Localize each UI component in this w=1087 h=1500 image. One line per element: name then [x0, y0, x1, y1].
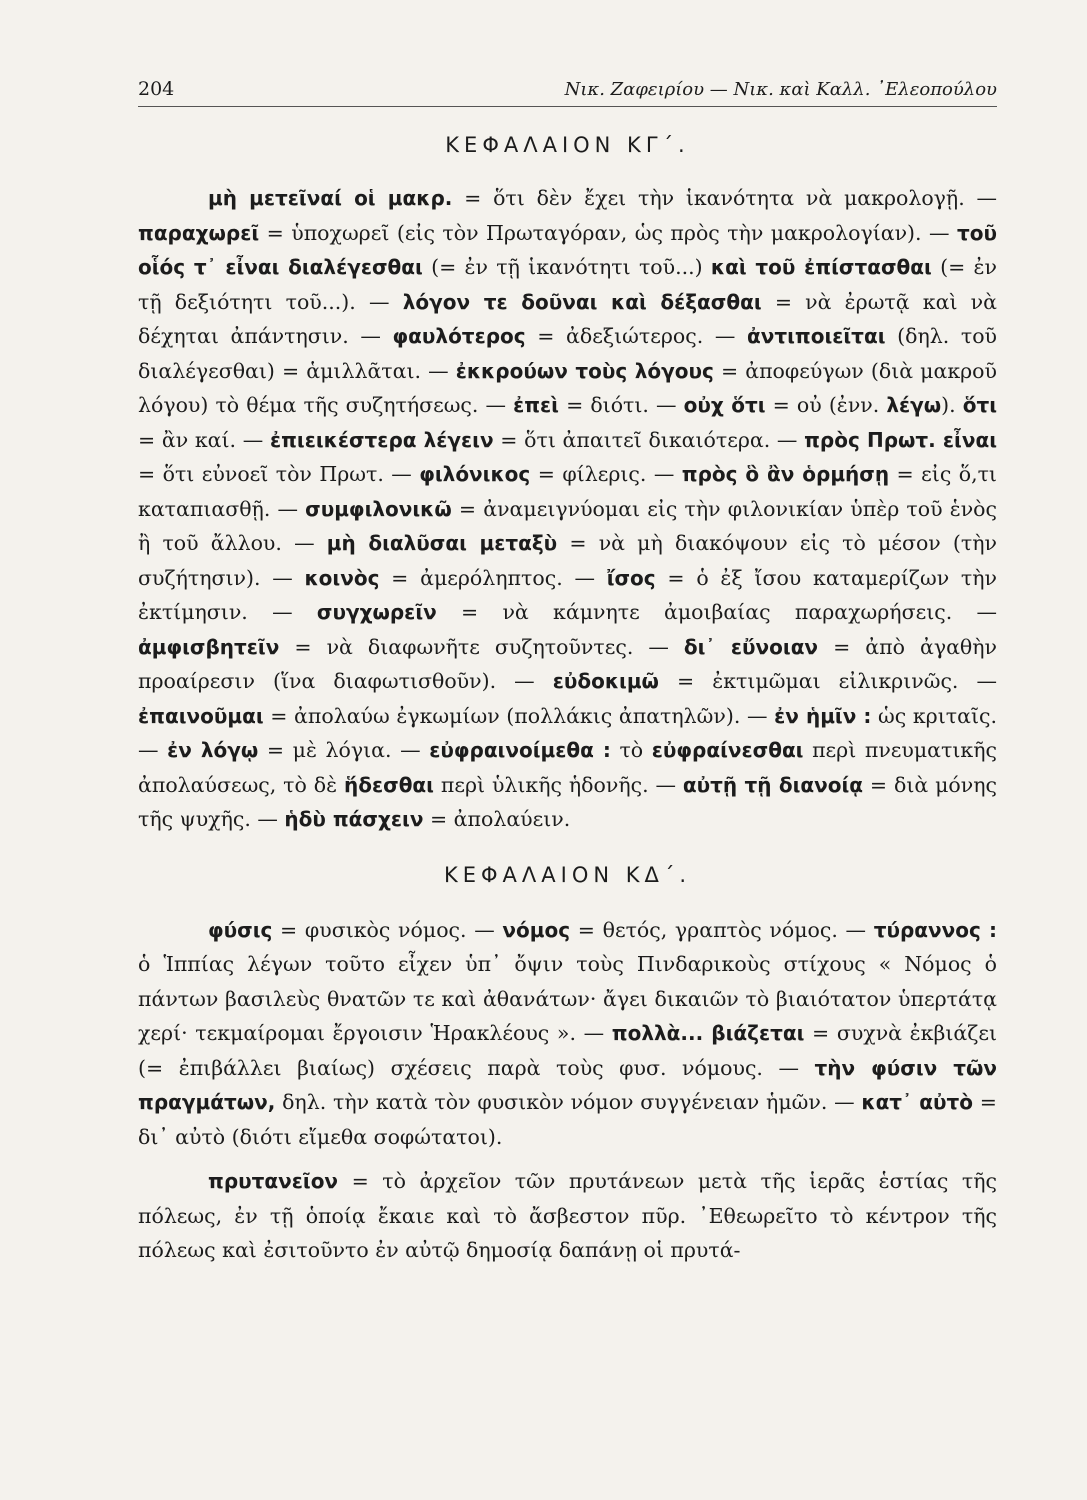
gloss-text: = ὅτι δὲν ἔχει τὴν ἱκανότητα νὰ μακρολογῇ. —	[452, 186, 997, 210]
chapter-heading-kd: ΚΕΦΑΛΑΙΟΝ ΚΔ΄.	[443, 862, 692, 887]
lemma-term: πρὸς Πρωτ. εἶναι	[804, 427, 997, 452]
chapter-body-kd	[138, 913, 997, 1268]
lemma-term: μὴ μετεῖναί οἱ μακρ.	[208, 186, 453, 210]
lemma-term: μὴ διαλῦσαι μεταξὺ	[326, 531, 558, 555]
lemma-term: τοῦ οἷός τ᾿ εἶναι διαλέγεσθαι	[138, 220, 997, 279]
lemma-term: τὴν φύσιν τῶν πραγμάτων,	[138, 1055, 998, 1114]
lemma-term: πολλὰ... βιάζεται	[611, 1021, 805, 1045]
gloss-text: = ἂν καί. —	[138, 427, 270, 452]
gloss-text: = ὅτι ἀπαιτεῖ δικαιότερα. —	[493, 427, 805, 452]
gloss-text: = διότι. —	[558, 393, 684, 417]
lemma-term: ἐπιεικέστερα λέγειν	[269, 427, 494, 452]
gloss-text: τὸ	[610, 738, 652, 762]
gloss-text: δηλ. τὴν κατὰ τὸν φυσικὸν νόμον συγγένειαν ἡμῶν. —	[275, 1090, 862, 1114]
gloss-text: = τὸ ἀρχεῖον τῶν πρυτάνεων μετὰ τῆς ἱερᾶς ἑστίας τῆς πόλεως, ἐν τῇ ὁποίᾳ ἔκαιε καὶ τὸ ἄσβεστον πῦρ. ᾿Εθεωρεῖτο τὸ κέντρον τῆς πόλεως καὶ ἐσιτοῦντο ἐν αὐτῷ δημοσίᾳ δαπάνῃ οἱ πρυτά-	[138, 1169, 997, 1262]
gloss-text: = ἀπὸ ἀγαθὴν προαίρεσιν (ἵνα διαφωτισθοῦν). —	[138, 634, 997, 693]
gloss-text: περὶ πνευματικῆς ἀπολαύσεως, τὸ δὲ	[138, 738, 997, 797]
gloss-text: = νὰ ἐρωτᾷ καὶ νὰ δέχηται ἀπάντησιν. —	[138, 289, 997, 348]
gloss-text: ).	[941, 393, 963, 417]
lemma-term: ἐπεὶ	[513, 393, 559, 417]
gloss-text: = φυσικὸς νόμος. —	[272, 917, 503, 942]
lemma-term: εὐδοκιμῶ	[552, 669, 659, 693]
lemma-term: λόγον τε δοῦναι καὶ δέξασθαι	[402, 289, 762, 314]
lemma-term: ἐκκρούων τοὺς λόγους	[455, 358, 714, 383]
lemma-term: καὶ τοῦ ἐπίστασθαι	[710, 255, 932, 279]
gloss-text: = θετός, γραπτὸς νόμος. —	[570, 917, 874, 942]
lemma-term: ἐν ἡμῖν :	[774, 703, 872, 728]
gloss-text: = διὰ μόνης τῆς ψυχῆς. —	[138, 772, 997, 831]
lemma-term: λέγω	[886, 393, 942, 417]
gloss-text: = ἐκτιμῶμαι εἰλικρινῶς. —	[658, 669, 997, 693]
gloss-text: = ὁ ἐξ ἴσου καταμερίζων τὴν ἐκτίμησιν. —	[138, 565, 997, 624]
gloss-text: ὡς κριταῖς. —	[138, 703, 997, 762]
gloss-text: = ἀποφεύγων (διὰ μακροῦ λόγου) τὸ θέμα τῆς συζητήσεως. —	[138, 358, 997, 417]
gloss-text: περὶ ὑλικῆς ἡδονῆς. —	[433, 772, 683, 797]
lemma-term: φύσις	[208, 917, 273, 942]
gloss-text: = ὑποχωρεῖ (εἰς τὸν Πρωταγόραν, ὡς πρὸς τὴν μακρολογίαν). —	[259, 220, 957, 245]
page-number: 204	[138, 78, 175, 100]
lemma-term: ἴσος	[606, 565, 656, 590]
gloss-text: = φίλερις. —	[530, 462, 682, 486]
gloss-text: = ἀδεξιώτερος. —	[525, 324, 747, 348]
lemma-term: ὅτι	[962, 393, 998, 417]
commentary-paragraph	[138, 1164, 997, 1268]
chapter-body-kg	[138, 181, 997, 837]
lemma-term: ἐπαινοῦμαι	[138, 703, 264, 728]
gloss-text: = μὲ λόγια. —	[258, 738, 430, 762]
commentary-paragraph	[138, 181, 997, 837]
lemma-term: συμφιλονικῶ	[305, 496, 452, 521]
page-header	[138, 78, 997, 107]
lemma-term: συγχωρεῖν	[316, 600, 437, 624]
lemma-term: φαυλότερος	[392, 324, 526, 348]
lemma-term: πρυτανεῖον	[208, 1169, 339, 1193]
gloss-text: = εἰς ὅ,τι καταπιασθῇ. —	[138, 462, 997, 521]
gloss-text: ὁ Ἱππίας λέγων τοῦτο εἶχεν ὑπ᾿ ὄψιν τοὺς Πινδαρικοὺς στίχους « Νόμος ὁ πάντων βασιλεὺς θνατῶν τε καὶ ἀθανάτων· ἄγει δικαιῶν τὸ βιαιότατον ὑπερτάτᾳ χερί· τεκμαίρομαι ἔργοισιν Ἡρακλέους ». —	[138, 952, 997, 1045]
lemma-term: δι᾿ εὔνοιαν	[683, 634, 819, 659]
running-title: Νικ. Ζαφειρίου — Νικ. καὶ Καλλ. ᾿Ελεοπούλου	[564, 79, 997, 100]
gloss-text: = ἀπολαύω ἐγκωμίων (πολλάκις ἀπατηλῶν). —	[263, 703, 775, 728]
gloss-text: = ἀναμειγνύομαι εἰς τὴν φιλονικίαν ὑπὲρ τοῦ ἑνὸς ἢ τοῦ ἄλλου. —	[138, 496, 997, 555]
lemma-term: ἡδὺ πάσχειν	[284, 807, 424, 831]
lemma-term: εὐφραινοίμεθα :	[429, 738, 611, 762]
gloss-text: = ἀπολαύειν.	[423, 807, 571, 831]
lemma-term: ἐν λόγῳ	[167, 738, 259, 762]
lemma-term: εὐφραίνεσθαι	[651, 738, 804, 762]
gloss-text: (= ἐν τῇ ἱκανότητι τοῦ...)	[422, 255, 711, 279]
gloss-text: = οὐ (ἐνν.	[765, 393, 887, 417]
lemma-term: νόμος	[502, 917, 571, 942]
gloss-text: = συχνὰ ἐκβιάζει (= ἐπιβάλλει βιαίως) σχέσεις παρὰ τοὺς φυσ. νόμους. —	[138, 1021, 997, 1080]
chapter-heading-kg: ΚΕΦΑΛΑΙΟΝ ΚΓ΄.	[445, 133, 690, 157]
lemma-term: παραχωρεῖ	[138, 220, 260, 245]
lemma-term: φιλόνικος	[419, 462, 531, 486]
lemma-term: κατ᾿ αὐτὸ	[861, 1090, 974, 1114]
commentary-paragraph	[138, 913, 997, 1155]
lemma-term: ἥδεσθαι	[344, 772, 434, 797]
lemma-term: ἀντιποιεῖται	[746, 324, 886, 348]
gloss-text: = ἀμερόληπτος. —	[379, 565, 607, 590]
gloss-text: = νὰ κάμνητε ἀμοιβαίας παραχωρήσεις. —	[436, 600, 998, 624]
lemma-term: αὐτῇ τῇ διανοίᾳ	[682, 772, 864, 797]
gloss-text: = νὰ μὴ διακόψουν εἰς τὸ μέσον (τὴν συζήτησιν). —	[138, 531, 997, 590]
gloss-text: = ὅτι εὐνοεῖ τὸν Πρωτ. —	[138, 462, 420, 486]
lemma-term: πρὸς ὃ ἂν ὁρμήσῃ	[681, 462, 890, 486]
gloss-text: (δηλ. τοῦ διαλέγεσθαι) = ἁμιλλᾶται. —	[138, 324, 997, 383]
lemma-term: ἀμφισβητεῖν	[138, 634, 280, 659]
lemma-term: κοινὸς	[304, 565, 380, 590]
lemma-term: τύραννος :	[873, 917, 997, 942]
gloss-text: = δι᾿ αὐτὸ (διότι εἴμεθα σοφώτατοι).	[138, 1090, 997, 1149]
gloss-text: (= ἐν τῇ δεξιότητι τοῦ...). —	[138, 255, 997, 314]
gloss-text: = νὰ διαφωνῆτε συζητοῦντες. —	[279, 634, 684, 659]
lemma-term: οὐχ ὅτι	[683, 393, 766, 417]
